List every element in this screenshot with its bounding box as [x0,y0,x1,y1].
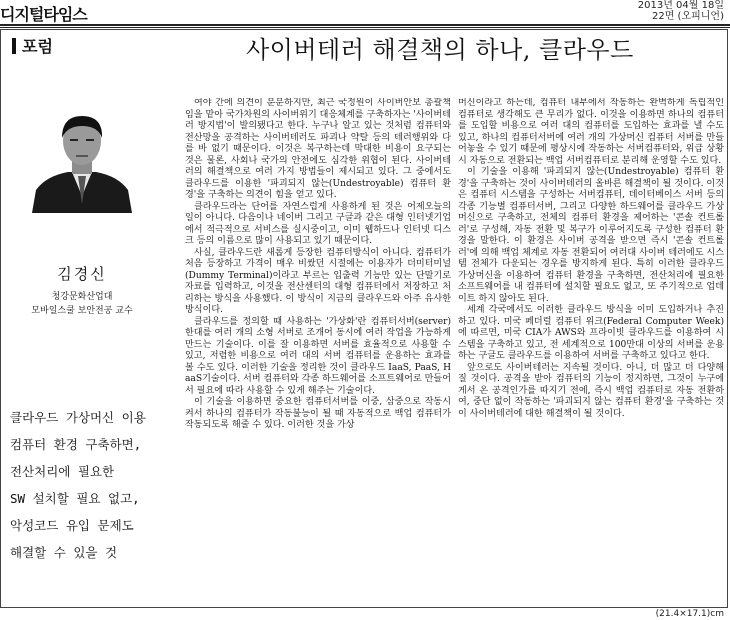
paragraph: 이 기술을 이용해 '파괴되지 않는(Undestroyable) 컴퓨터 환경'을 구축하는 것이 사이버테러의 올바른 해결책이 될 것이다. 이것은 컴퓨터 시스템을 구성하는 서버컴퓨터, 데이터베이스 서버 등의 각종 기능별 컴퓨터서버, 그리고 다양한 하드웨어를 클라우드 가상머신으로 구축하고, 전체의 컴퓨터 환경을 제어하는 '콘솔 컨트롤러'로 구성해, 자동 전환 및 복구가 이루어지도록 구성한 컴퓨터 환경을 말한다. 이 환경은 사이버 공격을 받으면 즉시 '콘솔 컨트롤러'에 의해 백업 체계로 자동 전환되어 여러대 사이버 테러에도 시스템 전체가 다운되는 경우를 방지하게 된다. 특히 이러한 클라우드 가상머신을 이용하여 컴퓨터 환경을 구축하면, 전산처리에 필요한 소프트웨어를 내 컴퓨터에 설치할 필요도 없고, 또 주기적으로 업데이트 하지 않아도 된다. [458,167,724,304]
pull-quote-line: 전산처리에 필요한 [10,464,115,479]
author-photo [32,108,132,213]
paragraph: 여야 간에 의견이 분분하지만, 최근 국정원이 사이버안보 총괄책임을 맡아 국가차원의 사이버위기 대응체계를 구축하자는 '사이버테러 방지법'이 발의됐다고 한다. 누구나 알고 있는 것처럼 컴퓨터와 전산망을 공격하는 사이버테러도 파괴나 약탈 등의 테러행위와 다를 바 없기 때문이다. 이것은 복구하는데 막대한 비용이 요구되는 것은 물론, 사회나 국가의 안전에도 심각한 위협이 된다. 사이버테러의 해결책으로 여러 가지 방법들이 제시되고 있다. 그 중에서도 클라우드를 이용한 '파괴되지 않는(Undestroyable) 컴퓨터 환경'을 구축하는 의견이 힘을 얻고 있다. [185,98,451,200]
masthead [0,0,730,26]
paragraph: 세계 각국에서도 이러한 클라우드 방식을 이미 도입하거나 추진하고 있다. 미국 페더럴 컴퓨터 위크(Federal Computer Week)에 따르면, 미국 CIA가 AWS와 프라이빗 클라우드를 이용하여 시스템을 구축하고 있고, 전 세계적으로 100만대 이상의 서버를 운용하는 구글도 클라우드를 이용하여 서버를 구축하고 있다고 한다. [458,305,724,361]
headline: 사이버테러 해결책의 하나, 클라우드 [246,36,634,64]
pull-quote-line: 해결할 수 있을 것 [10,545,118,560]
masthead-rule-thin [0,27,730,28]
pull-quote-line: 컴퓨터 환경 구축하면, [10,437,142,452]
section-label [12,34,53,57]
article-size: (21.4×17.1)cm [655,609,724,619]
issue-info [638,0,724,22]
author-name: 김경신 [57,265,107,283]
section-name: 포럼 [22,37,53,56]
pull-quote-line: SW 설치할 필요 없고, [10,491,140,506]
masthead-rule [0,24,730,26]
page-section: 22면 (오피니언) [651,11,724,22]
pull-quote [10,404,170,566]
affiliation-title: 모바일스쿨 보안전공 교수 [31,306,133,316]
paragraph: 앞으로도 사이버테러는 지속될 것이다. 아니, 더 많고 더 다양해질 것이다. 공격을 받아 컴퓨터의 기능이 정지하면, 그것이 누구에게서 온 공격인가를 따지기 전에, 즉시 백업 컴퓨터로 자동 전환하여, 중단 없이 작동하는 '파괴되지 않는 컴퓨터 환경'을 구축하는 것이 사이버테러에 대한 해결책이 될 것이다. [458,362,724,419]
paragraph: 클라우드를 정의할 때 사용하는 '가상화'란 컴퓨터서버(server) 한대를 여러 개의 소형 서버로 조개어 동시에 여러 작업을 가능하게 만드는 기술이다. 이를 잘 이용하면 서버를 효율적으로 사용할 수 있고, 저렴한 비용으로 여러 대의 서버 컴퓨터를 운용하는 효과를 볼 수도 있다. 이러한 기술을 정리한 것이 클라우드 IaaS, PaaS, HaaS기술이다. 서버 컴퓨터와 각종 하드웨어를 소프트웨어로 만들어서 필요에 따라 사용할 수 있게 해주는 기술이다. [185,316,451,396]
section-bar-icon [12,38,16,54]
body-column-2 [458,98,724,598]
paragraph: 머신이라고 하는데, 컴퓨터 내부에서 작동하는 완벽하게 독립적인 컴퓨터로 생각해도 큰 무리가 없다. 이것을 이용하면 하나의 컴퓨터를 도입할 비용으로 여러 대의 컴퓨터를 도입하는 효과를 낼 수도 있고, 하나의 컴퓨터서버에 여러 개의 가상머신 컴퓨터 서버를 만들어놓을 수 있기 때문에 평상시에 작동하는 서버컴퓨터와, 위급 상황 시 자동으로 전환되는 백업 서버컴퓨터로 분리해 운영할 수도 있다. [458,98,724,166]
author-affiliation [0,290,164,318]
pull-quote-line: 클라우드 가상머신 이용 [10,410,146,425]
paragraph: 사실, 클라우드란 새롭게 등장한 컴퓨터방식이 아니다. 컴퓨터가 처음 등장하고 가격이 매우 비쌌던 시절에는 이용자가 더미터미널(Dummy Terminal)이라고 부르는 입출력 기능만 있는 단말기로 자료를 입력하고, 이것을 전산센터의 대형 컴퓨터에서 저장하고 처리하는 방식을 사용했다. 이 방식이 지금의 클라우드와 아주 유사한 방식이다. [185,247,451,315]
affiliation-school: 청강문화산업대 [51,292,113,302]
issue-date: 2013년 04월 18일 [637,0,724,11]
paragraph: 클라우드라는 단어를 자연스럽게 사용하게 된 것은 어제오늘의 일이 아니다. 다음이나 네이버 그리고 구글과 같은 대형 인터넷기업에서 적극적으로 서비스를 실시중이고, 이미 웹하드나 인터넷 디스크 등의 이름으로 많이 사용되고 있기 때문이다. [185,201,451,246]
pull-quote-line: 악성코드 유입 문제도 [10,518,134,533]
body-column-1 [185,98,451,598]
paragraph: 이 기술을 이용하면 중요한 컴퓨터서버를 이중, 삼중으로 작동시켜서 하나의 컴퓨터가 작동불능이 될 때 자동적으로 백업 컴퓨터가 작동되도록 해줄 수 있다. 이러한 것을 가상 [185,397,451,430]
newspaper-logo: 디지털타임스 [0,5,87,24]
